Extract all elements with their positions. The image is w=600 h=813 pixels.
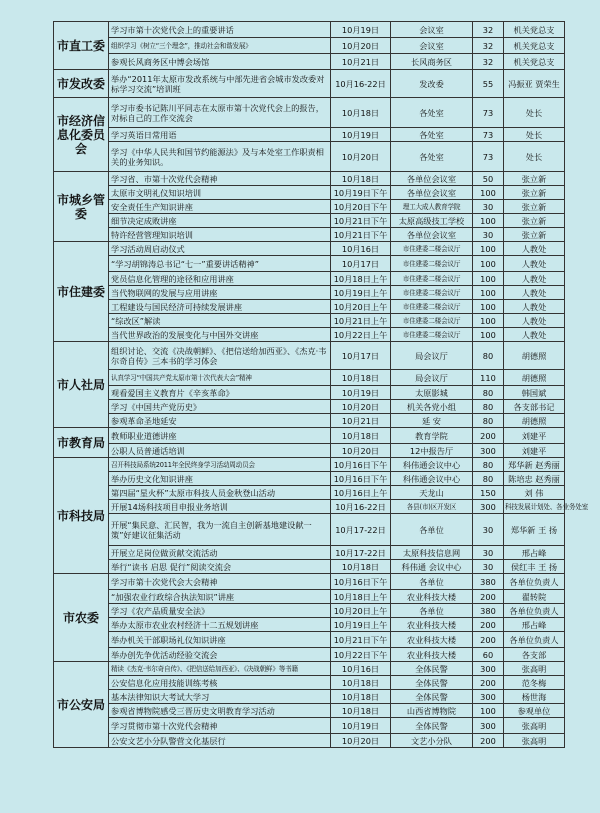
activity-cell: 细节决定成败讲座 <box>109 214 331 228</box>
count-cell: 80 <box>473 342 504 370</box>
venue-cell: 市住建委二楼会议厅 <box>391 300 473 314</box>
date-cell: 10月19日上午 <box>331 618 391 632</box>
department-cell: 市住建委 <box>54 242 109 342</box>
venue-cell: 天龙山 <box>391 486 473 500</box>
table-row <box>54 574 565 590</box>
venue-cell: 市住建委二楼会议厅 <box>391 272 473 286</box>
date-cell: 10月19日下午 <box>331 186 391 200</box>
contact-cell: 处长 <box>504 128 565 142</box>
contact-cell: 各单位负责人 <box>504 574 565 590</box>
table-row <box>54 214 565 228</box>
activity-cell: 召开科技局系统2011年全民终身学习活动周动员会 <box>109 458 331 472</box>
venue-cell: 农业科技大楼 <box>391 590 473 604</box>
venue-cell: 各单位 <box>391 604 473 618</box>
table-row <box>54 632 565 648</box>
table-row <box>54 54 565 70</box>
venue-cell: 农业科技大楼 <box>391 648 473 662</box>
table-row <box>54 186 565 200</box>
table-row <box>54 676 565 690</box>
venue-cell: 发改委 <box>391 70 473 98</box>
venue-cell: 局会议厅 <box>391 342 473 370</box>
count-cell: 100 <box>473 242 504 256</box>
count-cell: 50 <box>473 172 504 186</box>
table-row <box>54 560 565 574</box>
contact-cell: 机关党总支 <box>504 38 565 54</box>
date-cell: 10月21日下午 <box>331 632 391 648</box>
venue-cell: 太原影城 <box>391 386 473 400</box>
activity-cell: 学习省、市第十次党代会精神 <box>109 172 331 186</box>
activity-cell: 公安信息化应用技能训练考核 <box>109 676 331 690</box>
venue-cell: 山西省博物院 <box>391 704 473 718</box>
activity-cell: 学习市委书记陈川平同志在太原市第十次党代会上的报告，对标自己的工作交流会 <box>109 98 331 128</box>
contact-cell: 郑华新 王 扬 <box>504 514 565 546</box>
date-cell: 10月16日下午 <box>331 458 391 472</box>
table-row <box>54 704 565 718</box>
venue-cell: 各处室 <box>391 128 473 142</box>
activity-cell: 学习活动周启动仪式 <box>109 242 331 256</box>
activity-cell: 精读《杰克·韦尔奇自传》、《把信送给加西亚》、《决战朝鲜》等书籍 <box>109 662 331 676</box>
table-row <box>54 256 565 272</box>
activity-cell: 开展立足岗位做贡献交流活动 <box>109 546 331 560</box>
table-row <box>54 22 565 38</box>
activity-schedule-table <box>53 21 589 748</box>
contact-cell: 张立新 <box>504 214 565 228</box>
department-cell: 市公安局 <box>54 662 109 748</box>
activity-cell: “学习胡锦涛总书记“七一”重要讲话精神” <box>109 256 331 272</box>
activity-cell: 当代世界政治的发展变化与中国外交讲座 <box>109 328 331 342</box>
date-cell: 10月19日上午 <box>331 286 391 300</box>
count-cell: 73 <box>473 128 504 142</box>
table-row <box>54 500 565 514</box>
contact-cell: 各支部书记 <box>504 400 565 414</box>
date-cell: 10月18日 <box>331 428 391 444</box>
activity-cell: “综改区”解读 <box>109 314 331 328</box>
date-cell: 10月18日 <box>331 676 391 690</box>
count-cell: 200 <box>473 734 504 748</box>
activity-cell: 举办“2011年太原市发改系统与中部先进省会城市发改委对标学习交流”培训班 <box>109 70 331 98</box>
contact-cell: 杨世海 <box>504 690 565 704</box>
date-cell: 10月20日 <box>331 142 391 172</box>
table-row <box>54 272 565 286</box>
contact-cell: 处长 <box>504 142 565 172</box>
activity-cell: 举办创先争优活动经验交流会 <box>109 648 331 662</box>
count-cell: 300 <box>473 662 504 676</box>
contact-cell: 人教处 <box>504 242 565 256</box>
date-cell: 10月18日上午 <box>331 590 391 604</box>
date-cell: 10月17日 <box>331 256 391 272</box>
venue-cell: 长风商务区 <box>391 54 473 70</box>
date-cell: 10月22日上午 <box>331 328 391 342</box>
venue-cell: 会议室 <box>391 38 473 54</box>
date-cell: 10月18日 <box>331 98 391 128</box>
count-cell: 32 <box>473 38 504 54</box>
date-cell: 10月16-22日 <box>331 70 391 98</box>
department-cell: 市经济信息化委员会 <box>54 98 109 172</box>
count-cell: 100 <box>473 314 504 328</box>
count-cell: 30 <box>473 560 504 574</box>
venue-cell: 延 安 <box>391 414 473 428</box>
activity-cell: 组织学习《树立“三个理念”，推动社会和谐发展》 <box>109 38 331 54</box>
venue-cell: 各处室 <box>391 142 473 172</box>
table-row <box>54 38 565 54</box>
contact-cell: 人教处 <box>504 314 565 328</box>
activity-cell: 教师职业道德讲座 <box>109 428 331 444</box>
count-cell: 100 <box>473 286 504 300</box>
count-cell: 30 <box>473 514 504 546</box>
venue-cell: 会议室 <box>391 22 473 38</box>
venue-cell: 市住建委二楼会议厅 <box>391 286 473 300</box>
table-row <box>54 734 565 748</box>
contact-cell: 张高明 <box>504 718 565 734</box>
table-row <box>54 718 565 734</box>
count-cell: 100 <box>473 300 504 314</box>
count-cell: 60 <box>473 648 504 662</box>
table-row <box>54 314 565 328</box>
date-cell: 10月20日 <box>331 444 391 458</box>
department-cell: 市直工委 <box>54 22 109 70</box>
count-cell: 73 <box>473 142 504 172</box>
venue-cell: 各单位会议室 <box>391 172 473 186</box>
activity-cell: 安全责任生产知识讲座 <box>109 200 331 214</box>
venue-cell: 各处室 <box>391 98 473 128</box>
contact-cell: 张立新 <box>504 186 565 200</box>
venue-cell: 文艺小分队 <box>391 734 473 748</box>
date-cell: 10月18日 <box>331 172 391 186</box>
date-cell: 10月22日下午 <box>331 648 391 662</box>
count-cell: 30 <box>473 228 504 242</box>
count-cell: 100 <box>473 214 504 228</box>
venue-cell: 机关各党小组 <box>391 400 473 414</box>
contact-cell: 各单位负责人 <box>504 632 565 648</box>
table-row <box>54 604 565 618</box>
table-row <box>54 486 565 500</box>
count-cell: 300 <box>473 444 504 458</box>
schedule-body <box>54 22 589 748</box>
contact-cell: 邢占峰 <box>504 546 565 560</box>
count-cell: 150 <box>473 486 504 500</box>
date-cell: 10月16日 <box>331 242 391 256</box>
venue-cell: 全体民警 <box>391 662 473 676</box>
date-cell: 10月21日上午 <box>331 314 391 328</box>
table-row <box>54 228 565 242</box>
date-cell: 10月20日上午 <box>331 604 391 618</box>
activity-cell: 举办太原市农业农村经济十二五规划讲座 <box>109 618 331 632</box>
count-cell: 380 <box>473 604 504 618</box>
count-cell: 80 <box>473 414 504 428</box>
activity-cell: 参观革命圣地延安 <box>109 414 331 428</box>
table-row <box>54 590 565 604</box>
venue-cell: 各单位 <box>391 514 473 546</box>
count-cell: 32 <box>473 54 504 70</box>
contact-cell: 机关党总支 <box>504 22 565 38</box>
date-cell: 10月17-22日 <box>331 546 391 560</box>
activity-schedule-sheet <box>53 21 589 748</box>
activity-cell: 当代物联网的发展与应用讲座 <box>109 286 331 300</box>
table-row <box>54 546 565 560</box>
venue-cell: 教育学院 <box>391 428 473 444</box>
table-row <box>54 444 565 458</box>
venue-cell: 科伟通 会议中心 <box>391 560 473 574</box>
table-row <box>54 400 565 414</box>
table-row <box>54 472 565 486</box>
activity-cell: 开展14场科技项目申报业务培训 <box>109 500 331 514</box>
table-row <box>54 328 565 342</box>
table-row <box>54 342 565 370</box>
contact-cell: 科技发展计划处、各业务处室 <box>504 500 565 514</box>
activity-cell: 第四届“星火杯”太原市科技人员金秋登山活动 <box>109 486 331 500</box>
date-cell: 10月16日上午 <box>331 486 391 500</box>
department-cell: 市人社局 <box>54 342 109 428</box>
count-cell: 200 <box>473 590 504 604</box>
table-row <box>54 428 565 444</box>
contact-cell: 冯振亚 贾荣生 <box>504 70 565 98</box>
count-cell: 110 <box>473 370 504 386</box>
date-cell: 10月19日 <box>331 22 391 38</box>
venue-cell: 全体民警 <box>391 676 473 690</box>
activity-cell: 学习英语日常用语 <box>109 128 331 142</box>
activity-cell: 学习市第十次党代会上的重要讲话 <box>109 22 331 38</box>
venue-cell: 科伟通会议中心 <box>391 458 473 472</box>
activity-cell: 开展“集民意、汇民智，我为一流自主创新基地建设献一策”好建议征集活动 <box>109 514 331 546</box>
activity-cell: 参观长风商务区中博会场馆 <box>109 54 331 70</box>
venue-cell: 理工大成人教育学院 <box>391 200 473 214</box>
contact-cell: 胡德照 <box>504 414 565 428</box>
activity-cell: “加强农业行政综合执法知识”讲座 <box>109 590 331 604</box>
date-cell: 10月18日上午 <box>331 272 391 286</box>
contact-cell: 陈培忠 赵秀丽 <box>504 472 565 486</box>
table-row <box>54 386 565 400</box>
contact-cell: 张立新 <box>504 200 565 214</box>
venue-cell: 局会议厅 <box>391 370 473 386</box>
department-cell: 市发改委 <box>54 70 109 98</box>
contact-cell: 范冬梅 <box>504 676 565 690</box>
contact-cell: 张高明 <box>504 734 565 748</box>
activity-cell: 学习《中国共产党历史》 <box>109 400 331 414</box>
count-cell: 30 <box>473 200 504 214</box>
contact-cell: 胡德照 <box>504 342 565 370</box>
department-cell: 市教育局 <box>54 428 109 458</box>
venue-cell: 各单位 <box>391 574 473 590</box>
contact-cell: 刘 伟 <box>504 486 565 500</box>
date-cell: 10月16日下午 <box>331 574 391 590</box>
venue-cell: 农业科技大楼 <box>391 618 473 632</box>
activity-cell: 太原市文明礼仪知识培训 <box>109 186 331 200</box>
table-row <box>54 128 565 142</box>
table-row <box>54 414 565 428</box>
contact-cell: 人教处 <box>504 300 565 314</box>
table-row <box>54 286 565 300</box>
count-cell: 300 <box>473 690 504 704</box>
count-cell: 100 <box>473 704 504 718</box>
table-row <box>54 618 565 632</box>
table-row <box>54 690 565 704</box>
count-cell: 380 <box>473 574 504 590</box>
venue-cell: 各县(市)区开发区 <box>391 500 473 514</box>
venue-cell: 各单位会议室 <box>391 186 473 200</box>
activity-cell: 参观省博物院感受三晋历史文明教育学习活动 <box>109 704 331 718</box>
contact-cell: 处长 <box>504 98 565 128</box>
venue-cell: 全体民警 <box>391 718 473 734</box>
contact-cell: 张立新 <box>504 228 565 242</box>
contact-cell: 侯红丰 王 扬 <box>504 560 565 574</box>
date-cell: 10月19日 <box>331 386 391 400</box>
count-cell: 100 <box>473 328 504 342</box>
activity-cell: 组织讨论、交流《决战朝鲜》、《把信送给加西亚》、《杰克·韦尔奇自传》三本书的学习体会 <box>109 342 331 370</box>
count-cell: 30 <box>473 546 504 560</box>
contact-cell: 各单位负责人 <box>504 604 565 618</box>
activity-cell: 学习市第十次党代会大会精神 <box>109 574 331 590</box>
contact-cell: 参观单位 <box>504 704 565 718</box>
date-cell: 10月16日 <box>331 662 391 676</box>
department-cell: 市农委 <box>54 574 109 662</box>
table-row <box>54 458 565 472</box>
activity-cell: 举办历史文化知识讲座 <box>109 472 331 486</box>
activity-cell: 认真学习“中国共产党太原市第十次代表大会”精神 <box>109 370 331 386</box>
activity-cell: 工程建设与国民经济可持续发展讲座 <box>109 300 331 314</box>
activity-cell: 基本法律知识大考试大学习 <box>109 690 331 704</box>
table-row <box>54 514 565 546</box>
date-cell: 10月18日 <box>331 370 391 386</box>
venue-cell: 市住建委二楼会议厅 <box>391 328 473 342</box>
contact-cell: 胡德照 <box>504 370 565 386</box>
activity-cell: 学习贯彻市第十次党代会精神 <box>109 718 331 734</box>
department-cell: 市城乡管委 <box>54 172 109 242</box>
table-row <box>54 70 565 98</box>
activity-cell: 观看爱国主义教育片《辛亥革命》 <box>109 386 331 400</box>
count-cell: 55 <box>473 70 504 98</box>
activity-cell: 公职人员普通话培训 <box>109 444 331 458</box>
activity-cell: 特许经营管理知识培训 <box>109 228 331 242</box>
count-cell: 200 <box>473 428 504 444</box>
contact-cell: 郑华新 赵秀丽 <box>504 458 565 472</box>
activity-cell: 举办机关干部职场礼仪知识讲座 <box>109 632 331 648</box>
date-cell: 10月20日下午 <box>331 200 391 214</box>
table-row <box>54 300 565 314</box>
date-cell: 10月21日 <box>331 414 391 428</box>
count-cell: 32 <box>473 22 504 38</box>
table-row <box>54 98 565 128</box>
contact-cell: 韩国斌 <box>504 386 565 400</box>
department-cell: 市科技局 <box>54 458 109 574</box>
date-cell: 10月19日 <box>331 128 391 142</box>
date-cell: 10月17日 <box>331 342 391 370</box>
contact-cell: 人教处 <box>504 272 565 286</box>
date-cell: 10月18日 <box>331 560 391 574</box>
date-cell: 10月18日 <box>331 690 391 704</box>
contact-cell: 邢占峰 <box>504 618 565 632</box>
date-cell: 10月18日 <box>331 704 391 718</box>
table-row <box>54 200 565 214</box>
count-cell: 80 <box>473 458 504 472</box>
contact-cell: 翟转院 <box>504 590 565 604</box>
activity-cell: 公安文艺小分队警营文化基层行 <box>109 734 331 748</box>
date-cell: 10月17-22日 <box>331 514 391 546</box>
venue-cell: 各单位会议室 <box>391 228 473 242</box>
contact-cell: 人教处 <box>504 286 565 300</box>
count-cell: 200 <box>473 618 504 632</box>
date-cell: 10月16日下午 <box>331 472 391 486</box>
count-cell: 73 <box>473 98 504 128</box>
date-cell: 10月21日 <box>331 54 391 70</box>
activity-cell: 学习《中华人民共和国节约能源法》及与本处室工作职责相关的业务知识。 <box>109 142 331 172</box>
table-row <box>54 648 565 662</box>
date-cell: 10月20日 <box>331 38 391 54</box>
count-cell: 300 <box>473 500 504 514</box>
contact-cell: 各支部 <box>504 648 565 662</box>
date-cell: 10月20日 <box>331 400 391 414</box>
date-cell: 10月16-22日 <box>331 500 391 514</box>
table-row <box>54 662 565 676</box>
count-cell: 100 <box>473 272 504 286</box>
count-cell: 200 <box>473 676 504 690</box>
venue-cell: 市住建委二楼会议厅 <box>391 314 473 328</box>
venue-cell: 科伟通会议中心 <box>391 472 473 486</box>
venue-cell: 市住建委二楼会议厅 <box>391 242 473 256</box>
count-cell: 80 <box>473 386 504 400</box>
date-cell: 10月20日上午 <box>331 300 391 314</box>
count-cell: 200 <box>473 632 504 648</box>
table-row <box>54 172 565 186</box>
table-row <box>54 142 565 172</box>
count-cell: 100 <box>473 186 504 200</box>
activity-cell: 举行“读书 启思 促行”阅读交流会 <box>109 560 331 574</box>
contact-cell: 刘建平 <box>504 444 565 458</box>
venue-cell: 太原科技信息网 <box>391 546 473 560</box>
table-row <box>54 370 565 386</box>
contact-cell: 人教处 <box>504 256 565 272</box>
venue-cell: 全体民警 <box>391 690 473 704</box>
venue-cell: 农业科技大楼 <box>391 632 473 648</box>
date-cell: 10月21日下午 <box>331 228 391 242</box>
date-cell: 10月20日 <box>331 734 391 748</box>
venue-cell: 市住建委二楼会议厅 <box>391 256 473 272</box>
table-row <box>54 242 565 256</box>
contact-cell: 人教处 <box>504 328 565 342</box>
activity-cell: 学习《农产品质量安全法》 <box>109 604 331 618</box>
contact-cell: 张立新 <box>504 172 565 186</box>
count-cell: 300 <box>473 718 504 734</box>
contact-cell: 张高明 <box>504 662 565 676</box>
date-cell: 10月21日下午 <box>331 214 391 228</box>
activity-cell: 党员信息化管理的途径和应用讲座 <box>109 272 331 286</box>
count-cell: 80 <box>473 472 504 486</box>
contact-cell: 机关党总支 <box>504 54 565 70</box>
contact-cell: 刘建平 <box>504 428 565 444</box>
date-cell: 10月19日 <box>331 718 391 734</box>
count-cell: 80 <box>473 400 504 414</box>
count-cell: 100 <box>473 256 504 272</box>
venue-cell: 12中报告厅 <box>391 444 473 458</box>
venue-cell: 太原高级技工学校 <box>391 214 473 228</box>
